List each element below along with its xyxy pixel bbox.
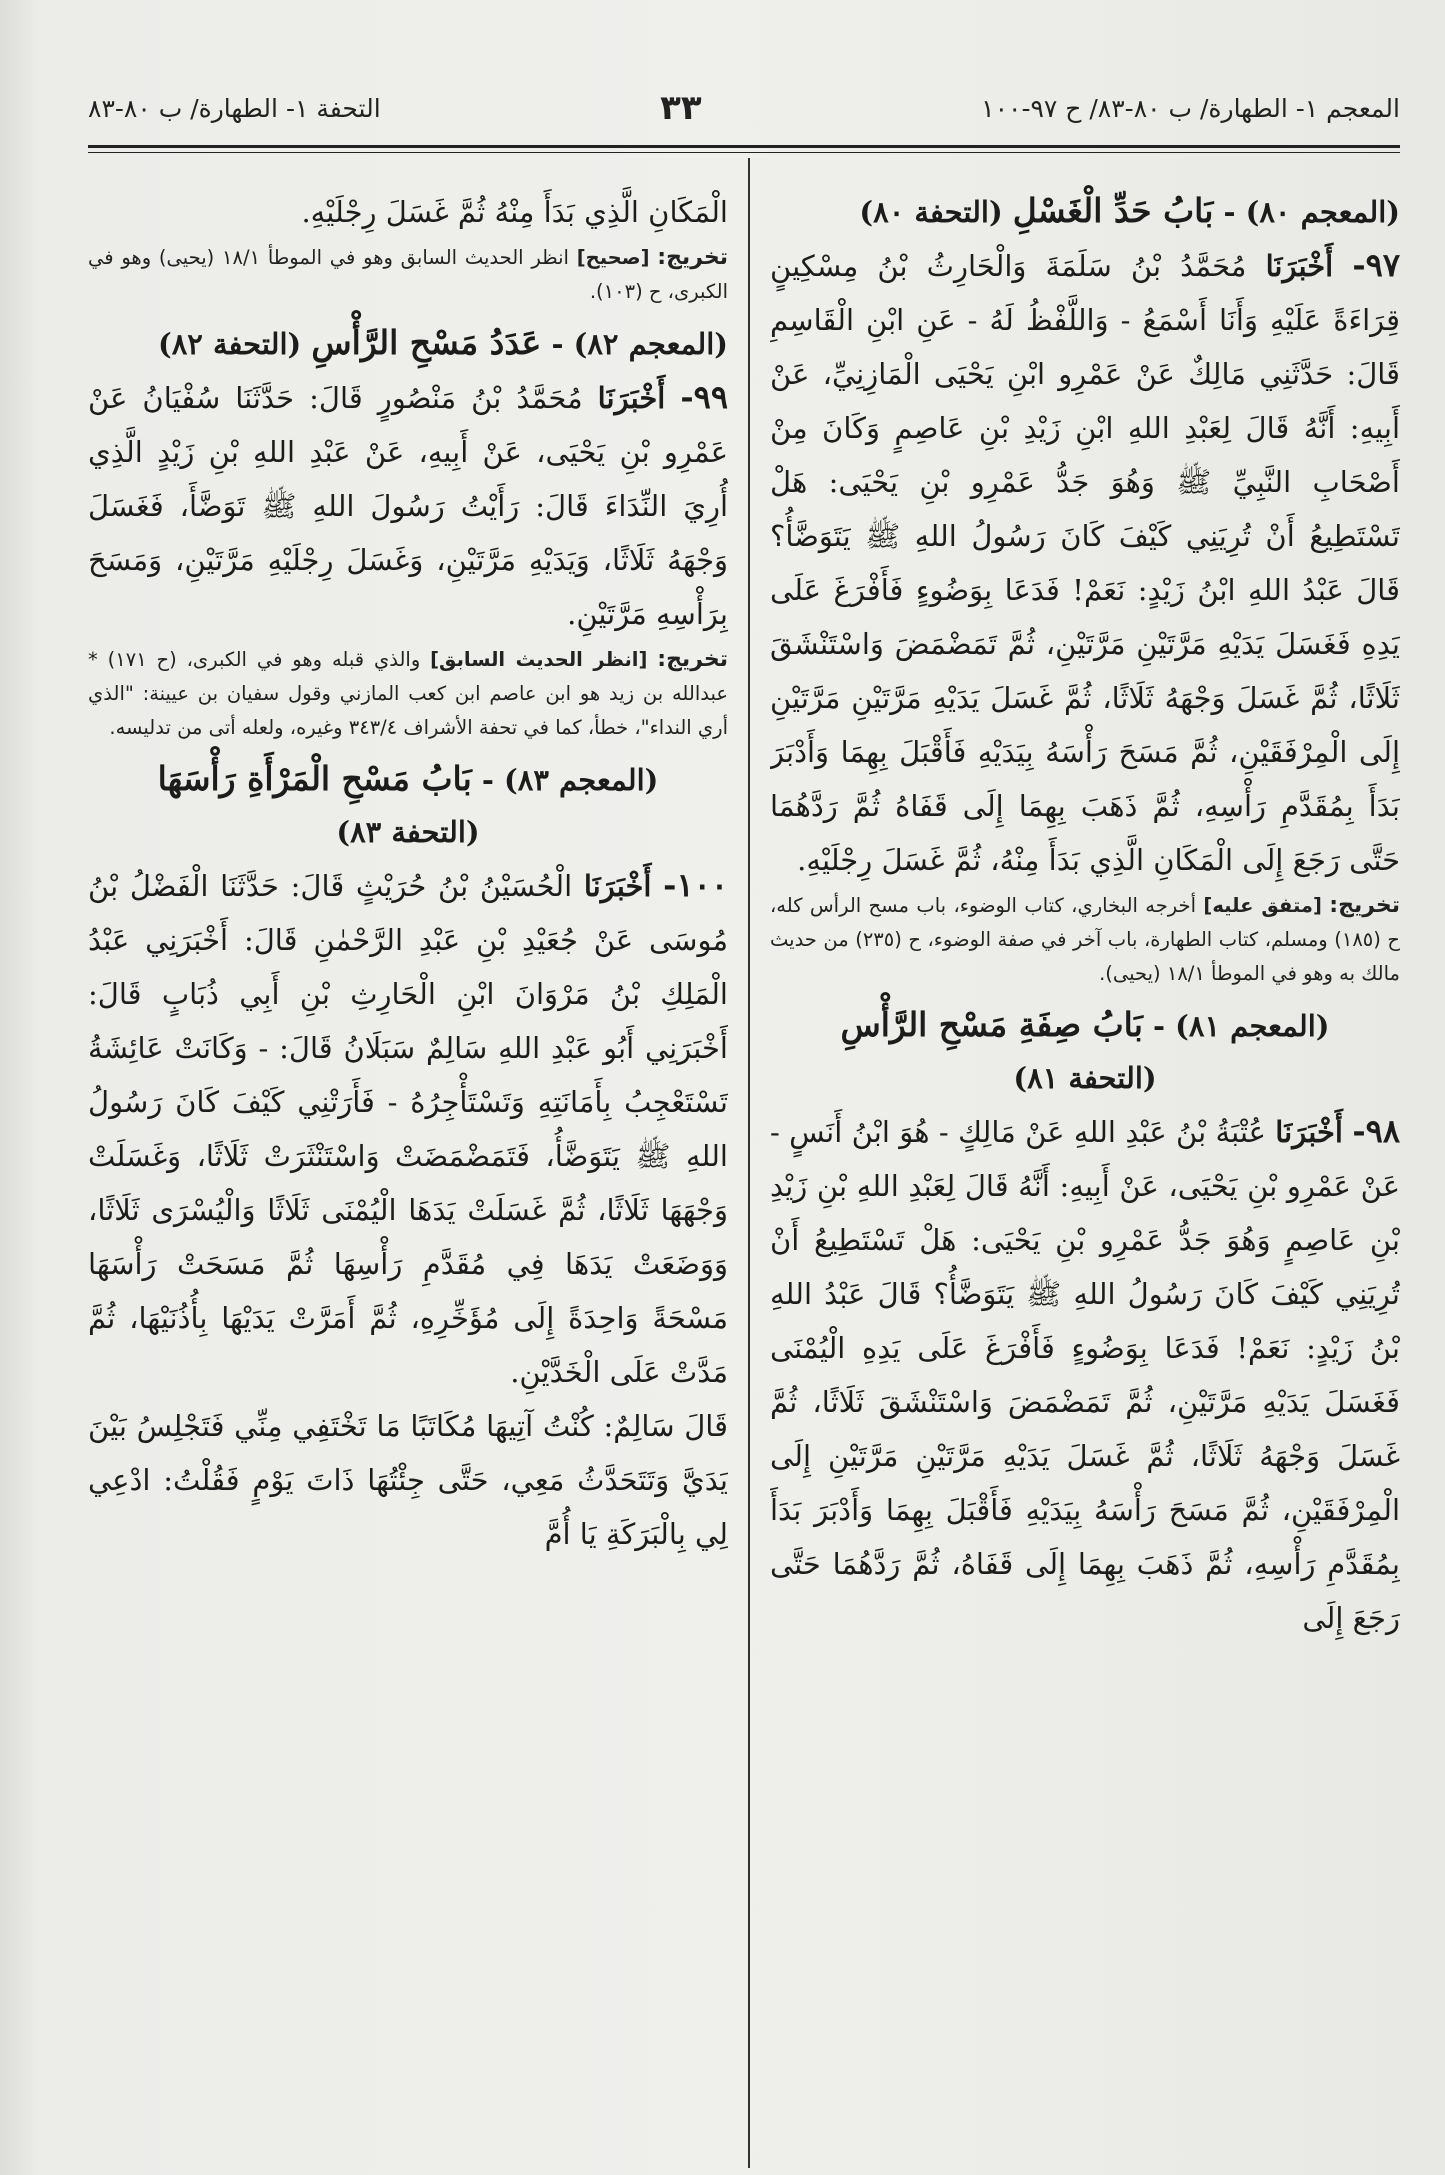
chapter-tuhfa-81: (التحفة ٨١) (1013, 1061, 1157, 1095)
chapter-heading-81: (المعجم ٨١) - بَابُ صِفَةِ مَسْحِ الرَّأْسِ (840, 1005, 1330, 1044)
hadith-97: ٩٧- أَخْبَرَنَا مُحَمَّدُ بْنُ سَلَمَةَ وَالْحَارِثُ بْنُ مِسْكِينٍ قِرَاءَةً عَلَيْهِ وَأَنَا أَسْمَعُ - وَاللَّفْظُ لَهُ - عَنِ ابْنِ الْقَاسِمِ قَالَ: حَدَّثَنِي مَالِكٌ عَنْ عَمْرِو ابْنِ يَحْيَى الْمَازِنِيِّ، عَنْ أَبِيهِ: أَنَّهُ قَالَ لِعَبْدِ اللهِ ابْنِ زَيْدِ بْنِ عَاصِمٍ وَكَانَ مِنْ أَصْحَابِ النَّبِيِّ ﷺ وَهُوَ جَدُّ عَمْرِو بْنِ يَحْيَى: هَلْ تَسْتَطِيعُ أَنْ تُرِيَنِي كَيْفَ كَانَ رَسُولُ اللهِ ﷺ يَتَوَضَّأُ؟ قَالَ عَبْدُ اللهِ ابْنُ زَيْدٍ: نَعَمْ! فَدَعَا بِوَضُوءٍ فَأَفْرَغَ عَلَى يَدِهِ فَغَسَلَ يَدَيْهِ مَرَّتَيْنِ مَرَّتَيْنِ، ثُمَّ تَمَضْمَضَ وَاسْتَنْشَقَ ثَلَاثًا، ثُمَّ غَسَلَ وَجْهَهُ ثَلَاثًا، ثُمَّ غَسَلَ يَدَيْهِ مَرَّتَيْنِ مَرَّتَيْنِ إِلَى الْمِرْفَقَيْنِ، ثُمَّ مَسَحَ رَأْسَهُ بِيَدَيْهِ فَأَقْبَلَ بِهِمَا وَأَدْبَرَ بَدَأَ بِمُقَدَّمِ رَأْسِهِ، ثُمَّ ذَهَبَ بِهِمَا إِلَى قَفَاهُ ثُمَّ رَدَّهُمَا حَتَّى رَجَعَ إِلَى الْمَكَانِ الَّذِي بَدَأَ مِنْهُ، ثُمَّ غَسَلَ رِجْلَيْهِ. (770, 246, 1400, 877)
header-rule-thin (88, 152, 1400, 153)
hadith-100-salim: قَالَ سَالِمٌ: كُنْتُ آتِيهَا مُكَاتَبًا مَا تَخْتَفِي مِنِّي فَتَجْلِسُ بَيْنَ يَدَيَّ وَتَتَحَدَّثُ مَعِي، حَتَّى جِئْتُهَا ذَاتَ يَوْمٍ فَقُلْتُ: ادْعِي لِي بِالْبَرَكَةِ يَا أُمَّ (88, 1409, 728, 1551)
header-rule (88, 145, 1400, 148)
takhrij-98: تخريج: [صحيح] انظر الحديث السابق وهو في الموطأ ١٨/١ (يحيى) وهو في الكبرى، ح (١٠٣). (88, 245, 728, 303)
hadith-100: ١٠٠- أَخْبَرَنَا الْحُسَيْنُ بْنُ حُرَيْثٍ قَالَ: حَدَّثَنَا الْفَضْلُ بْنُ مُوسَى عَنْ جُعَيْدِ بْنِ عَبْدِ الرَّحْمٰنِ قَالَ: أَخْبَرَنِي عَبْدُ الْمَلِكِ بْنُ مَرْوَانَ ابْنِ الْحَارِثِ بْنِ أَبِي ذُبَابٍ قَالَ: أَخْبَرَنِي أَبُو عَبْدِ اللهِ سَالِمٌ سَبَلَانُ قَالَ: - وَكَانَتْ عَائِشَةُ تَسْتَعْجِبُ بِأَمَانَتِهِ وَتَسْتَأْجِرُهُ - فَأَرَتْنِي كَيْفَ كَانَ رَسُولُ اللهِ ﷺ يَتَوَضَّأُ، فَتَمَضْمَضَتْ وَاسْتَنْثَرَتْ ثَلَاثًا، وَغَسَلَتْ وَجْهَهَا ثَلَاثًا، ثُمَّ غَسَلَتْ يَدَهَا الْيُمْنَى ثَلَاثًا وَالْيُسْرَى ثَلَاثًا، وَوَضَعَتْ يَدَهَا فِي مُقَدَّمِ رَأْسِهَا ثُمَّ مَسَحَتْ رَأْسَهَا مَسْحَةً وَاحِدَةً إِلَى مُؤَخِّرِهِ، ثُمَّ أَمَرَّتْ يَدَيْهَا بِأُذُنَيْهَا، ثُمَّ مَدَّتْ عَلَى الْخَدَّيْنِ. (88, 866, 728, 1389)
chapter-tuhfa-83: (التحفة ٨٣) (336, 815, 480, 849)
chapter-heading-83: (المعجم ٨٣) - بَابُ مَسْحِ الْمَرْأَةِ رَأْسَهَا (157, 759, 659, 798)
takhrij-99: تخريج: [انظر الحديث السابق] والذي قبله وهو في الكبرى، (ح ١٧١) * عبدالله بن زيد هو ابن عاصم ابن كعب المازني وقول سفيان بن عيينة: "الذي أري النداء"، خطأ، كما في تحفة الأشراف ٣٤٣/٤ وغيره، ولعله أتى من تدليسه. (88, 647, 728, 739)
page-number: ٣٣ (660, 88, 702, 128)
hadith-99: ٩٩- أَخْبَرَنَا مُحَمَّدُ بْنُ مَنْصُورٍ قَالَ: حَدَّثَنَا سُفْيَانُ عَنْ عَمْرِو بْنِ يَحْيَى، عَنْ أَبِيهِ، عَنْ عَبْدِ اللهِ بْنِ زَيْدٍ الَّذِي أُرِيَ النِّدَاءَ قَالَ: رَأَيْتُ رَسُولَ اللهِ ﷺ تَوَضَّأَ، فَغَسَلَ وَجْهَهُ ثَلَاثًا، وَيَدَيْهِ مَرَّتَيْنِ، وَغَسَلَ رِجْلَيْهِ مَرَّتَيْنِ، وَمَسَحَ بِرَأْسِهِ مَرَّتَيْنِ. (88, 378, 728, 631)
chapter-heading-82: (المعجم ٨٢) - عَدَدُ مَسْحِ الرَّأْسِ (التحفة ٨٢) (157, 323, 728, 362)
takhrij-97: تخريج: [متفق عليه] أخرجه البخاري، كتاب الوضوء، باب مسح الرأس كله، ح (١٨٥) ومسلم، كتاب الطهارة، باب آخر في صفة الوضوء، ح (٢٣٥) من حديث مالك به وهو في الموطأ ١٨/١ (يحيى). (770, 893, 1400, 985)
left-column (88, 185, 728, 2170)
hadith-98: ٩٨- أَخْبَرَنَا عُتْبَةُ بْنُ عَبْدِ اللهِ عَنْ مَالِكٍ - هُوَ ابْنُ أَنَسٍ - عَنْ عَمْرِو بْنِ يَحْيَى، عَنْ أَبِيهِ: أَنَّهُ قَالَ لِعَبْدِ اللهِ بْنِ زَيْدِ بْنِ عَاصِمٍ وَهُوَ جَدُّ عَمْرِو بْنِ يَحْيَى: هَلْ تَسْتَطِيعُ أَنْ تُرِيَنِي كَيْفَ كَانَ رَسُولُ اللهِ ﷺ يَتَوَضَّأُ؟ قَالَ عَبْدُ اللهِ بْنُ زَيْدٍ: نَعَمْ! فَدَعَا بِوَضُوءٍ فَأَفْرَغَ عَلَى يَدِهِ الْيُمْنَى فَغَسَلَ يَدَيْهِ مَرَّتَيْنِ، ثُمَّ تَمَضْمَضَ وَاسْتَنْشَقَ ثَلَاثًا، ثُمَّ غَسَلَ وَجْهَهُ ثَلَاثًا، ثُمَّ غَسَلَ يَدَيْهِ مَرَّتَيْنِ مَرَّتَيْنِ إِلَى الْمِرْفَقَيْنِ، ثُمَّ مَسَحَ رَأْسَهُ بِيَدَيْهِ فَأَقْبَلَ بِهِمَا وَأَدْبَرَ بَدَأَ بِمُقَدَّمِ رَأْسِهِ، ثُمَّ ذَهَبَ بِهِمَا إِلَى قَفَاهُ، ثُمَّ رَدَّهُمَا حَتَّى رَجَعَ إِلَى (770, 1112, 1400, 1635)
chapter-heading-80: (المعجم ٨٠) - بَابُ حَدِّ الْغَسْلِ (التحفة ٨٠) (859, 191, 1400, 230)
running-header (88, 82, 1400, 134)
hadith-98-continued: الْمَكَانِ الَّذِي بَدَأَ مِنْهُ ثُمَّ غَسَلَ رِجْلَيْهِ. (301, 195, 728, 229)
column-divider (748, 158, 750, 2168)
header-right: المعجم ١- الطهارة/ ب ٨٠-٨٣/ ح ٩٧-١٠٠ (981, 93, 1400, 123)
header-left: التحفة ١- الطهارة/ ب ٨٠-٨٣ (88, 93, 381, 123)
right-column (770, 185, 1400, 2170)
